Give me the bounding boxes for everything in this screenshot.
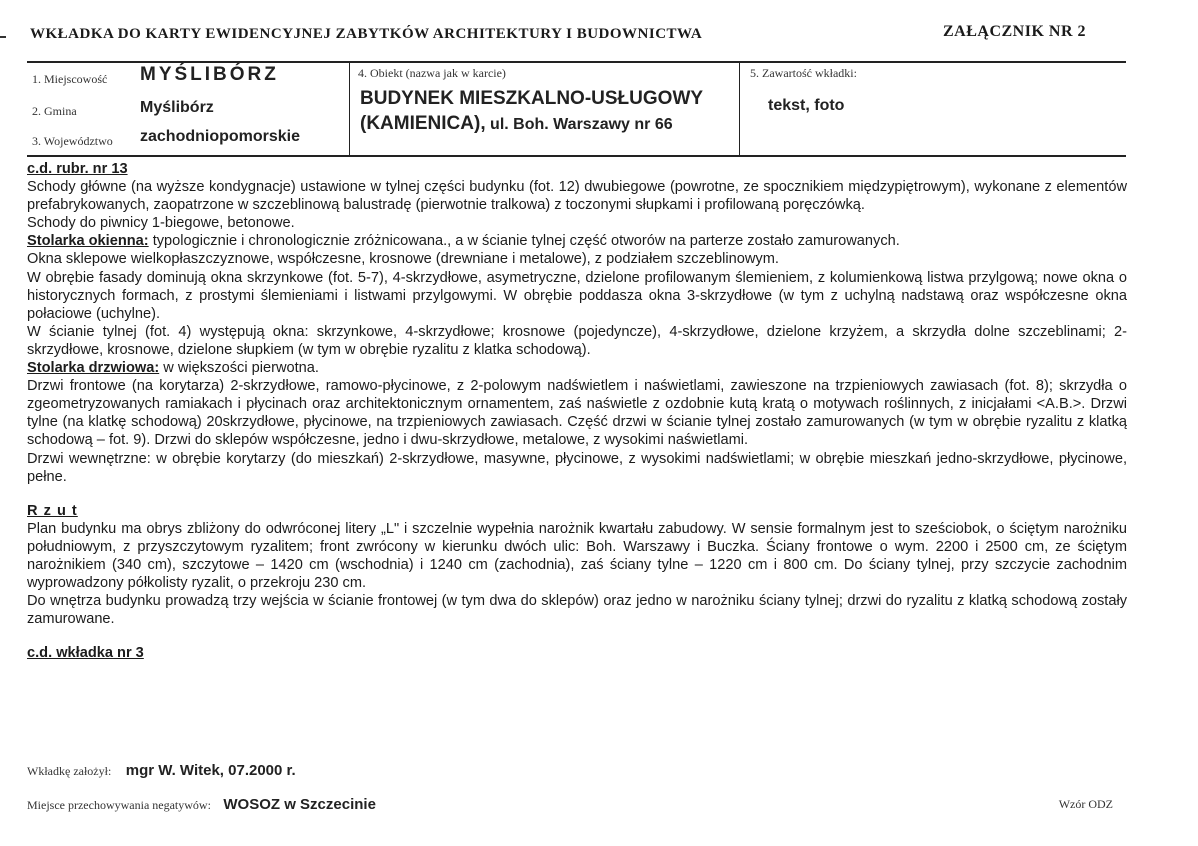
object-value-line2 (360, 113, 673, 135)
edge-mark (0, 36, 6, 38)
object-type: (KAMIENICA), (360, 113, 486, 134)
locality-label: 1. Miejscowość (32, 72, 108, 86)
author-line (27, 762, 296, 780)
doors-intro-paragraph (27, 359, 1127, 377)
windows-intro-paragraph (27, 232, 1127, 250)
column-divider-1 (349, 62, 350, 156)
interior-doors-paragraph: Drzwi wewnętrzne: w obrębie korytarzy (do mieszkań) 2-skrzydłowe, masywne, płycinowe, z wysokimi nadświetlami; w obrębie mieszkań jedno-skrzydłowe, płycinowe, pełne. (27, 450, 1127, 485)
storage-line (27, 796, 376, 814)
document-title: WKŁADKA DO KARTY EWIDENCYJNEJ ZABYTKÓW ARCHITEKTURY I BUDOWNICTWA (30, 26, 703, 42)
locality-value: MYŚLIBÓRZ (140, 64, 279, 85)
commune-label: 2. Gmina (32, 104, 77, 118)
front-doors-paragraph: Drzwi frontowe (na korytarza) 2-skrzydłowe, ramowo-płycinowe, z 2-polowym nadświetlem i naświetlami, zawieszone na trzpieniowych zawiasach (fot. 8); skrzydła o zgeometryzowanych ramiakach i płycinach oraz architektonicznym ornamentem, zaś naświetle z ozdobnie kutą kratą o motywach roślinnych, z inicjałami <A.B.>. Drzwi tylne (na klatkę schodową) 20skrzydłowe, płycinowe, na trzpieniowych zawiasach. Część drzwi w ścianie tylnej zostało zamurowanych (w tym w obrębie ryzalitu z klatką schodową – fot. 9). Drzwi do sklepów współczesne, jedno i dwu-skrzydłowe, metalowe, z wysokimi naświetlami. (27, 378, 1127, 449)
commune-value: Myślibórz (140, 99, 214, 116)
stairs-basement-paragraph: Schody do piwnicy 1-biegowe, betonowe. (27, 215, 295, 232)
next-insert-reference: c.d. wkładka nr 3 (27, 645, 144, 662)
plan-heading: R z u t (27, 502, 78, 519)
object-label: 4. Obiekt (nazwa jak w karcie) (358, 66, 506, 80)
column-divider-2 (739, 62, 740, 156)
continuation-heading: c.d. rubr. nr 13 (27, 161, 128, 177)
description-body (27, 160, 1127, 662)
annex-number: ZAŁĄCZNIK NR 2 (942, 23, 1086, 40)
stairs-main-paragraph: Schody główne (na wyższe kondygnacje) ustawione w tylnej części budynku (fot. 12) dwubiegowe (powrotne, ze spocznikiem międzypiętrowym), wykonane z elementów prefabrykowanych, zaopatrzone w szczeblinową balustradę (pierwotnie tralkowa) z toczonymi słupkami i profilowaną poręczówką. (27, 179, 1127, 214)
object-address: ul. Boh. Warszawy nr 66 (485, 116, 673, 133)
storage-value: WOSOZ w Szczecinie (223, 796, 376, 813)
plan-paragraph: Plan budynku ma obrys zbliżony do odwróconej litery „L" i szczelnie wypełnia narożnik kwartału zabudowy. W sensie formalnym jest to sześciobok, o ściętym narożniku południowym, z przyszczytowym ryzalitem; front zwrócony w kierunku dwóch ulic: Boh. Warszawy i Buczka. Ściany frontowe o wym. 2200 i 2500 cm, ze ściętym narożnikiem (340 cm), szczytowe – 1420 cm (wschodnia) i 1240 cm (zachodnia), zaś ściany tylne – 1220 cm i 800 cm. Do ściany tylnej, przy szczycie zachodnim wyprowadzony półkolisty ryzalit, o przekroju 230 cm. (27, 520, 1127, 592)
contents-value: tekst, foto (768, 97, 845, 114)
doors-intro: w większości pierwotna. (159, 360, 319, 377)
table-top-border (27, 61, 1126, 63)
author-label: Wkładkę założył: (27, 764, 112, 778)
rear-windows-paragraph: W ścianie tylnej (fot. 4) występują okna: skrzynkowe, 4-skrzydłowe; krosnowe (pojedyncze), 4-skrzydłowe, dzielone krzyżem, a skrzydła dolne szczeblinami; 2-skrzydłowe, krosnowe, dzielone słupkiem (w tym w obrębie ryzalitu z klatka schodową). (27, 323, 1127, 358)
entrances-paragraph: Do wnętrza budynku prowadzą trzy wejścia w ścianie frontowej (w tym dwa do sklepów) oraz jedno w narożniku ściany tylnej; drzwi do ryzalitu z klatką schodową zostały zamurowane. (27, 593, 1127, 628)
object-value-line1: BUDYNEK MIESZKALNO-USŁUGOWY (360, 88, 704, 109)
facade-windows-paragraph: W obrębie fasady dominują okna skrzynkowe (fot. 5-7), 4-skrzydłowe, asymetryczne, dzielone profilowanym ślemieniem, z kolumienkową listwa przylgową; nowe okna o historycznych formach, z prostymi ślemieniami i listwami przylgowymi. W obrębie poddasza okna 3-skrzydłowe (w tym z uchylną nadstawą oraz współczesne okna połaciowe (uchylne). (27, 269, 1127, 322)
contents-label: 5. Zawartość wkładki: (750, 66, 857, 80)
author-value: mgr W. Witek, 07.2000 r. (125, 762, 296, 779)
table-bottom-border (27, 155, 1126, 157)
windows-heading: Stolarka okienna: (27, 233, 149, 250)
shop-windows-paragraph: Okna sklepowe wielkopłaszczyznowe, współczesne, krosnowe (drewniane i metalowe), z podziałem szczeblinowym. (27, 251, 779, 268)
storage-label: Miejsce przechowywania negatywów: (27, 798, 211, 812)
voivodeship-value: zachodniopomorskie (140, 128, 301, 145)
template-mark: Wzór ODZ (1058, 797, 1113, 811)
voivodeship-label: 3. Województwo (32, 134, 113, 148)
doors-heading: Stolarka drzwiowa: (27, 360, 160, 377)
windows-intro: typologicznie i chronologicznie zróżnicowana., a w ścianie tylnej część otworów na parterze zostało zamurowanych. (148, 233, 900, 250)
